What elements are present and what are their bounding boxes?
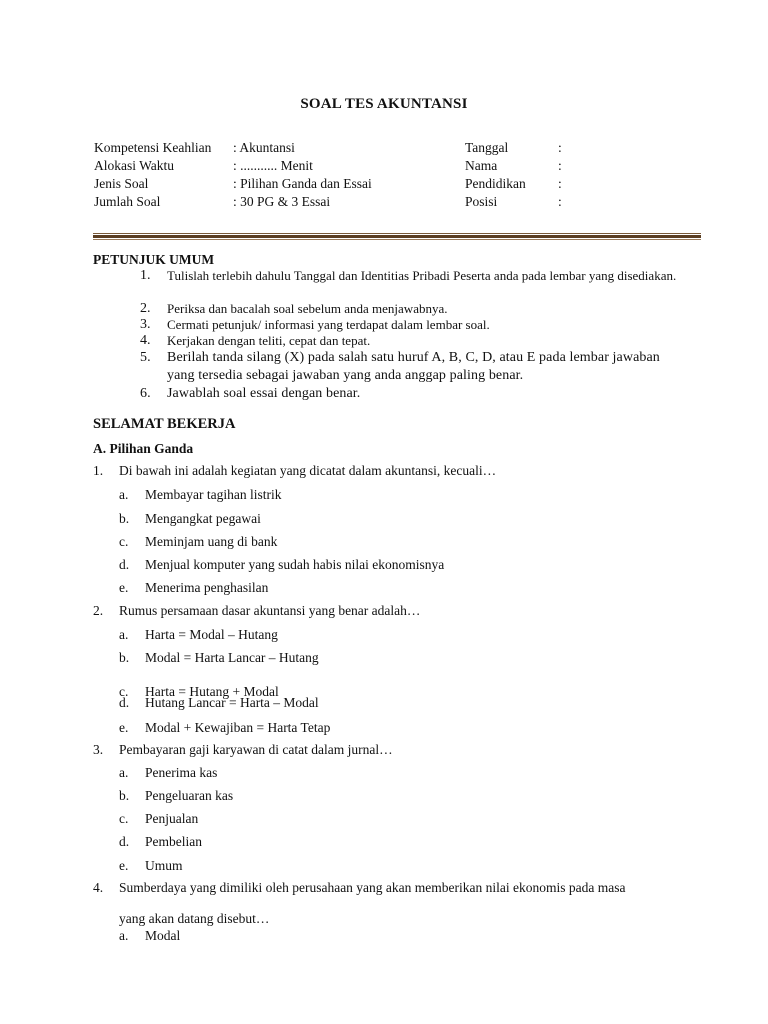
- info-label: Pendidikan: [465, 176, 526, 191]
- info-label: Jumlah Soal: [94, 194, 161, 209]
- option-letter: b.: [119, 788, 130, 803]
- item-number: 2.: [140, 301, 151, 316]
- info-label: Jenis Soal: [94, 176, 149, 191]
- section-a-heading: A. Pilihan Ganda: [93, 441, 194, 456]
- option-letter: e.: [119, 580, 129, 595]
- info-label: Nama: [465, 158, 498, 173]
- info-value: :: [558, 158, 562, 173]
- option-text: Meminjam uang di bank: [145, 534, 278, 549]
- question-text: Sumberdaya yang dimiliki oleh perusahaan yang akan memberikan nilai ekonomis pada masa: [119, 880, 626, 895]
- info-row-alokasi: [94, 157, 474, 175]
- option-letter: e.: [119, 720, 129, 735]
- info-value: :: [558, 176, 562, 191]
- question-4-continuation: yang akan datang disebut…: [119, 911, 270, 926]
- option-text: Modal = Harta Lancar – Hutang: [145, 650, 319, 665]
- option-text: Membayar tagihan listrik: [145, 487, 282, 502]
- info-value: :: [558, 140, 562, 155]
- option-letter: d.: [119, 834, 130, 849]
- option-letter: a.: [119, 765, 129, 780]
- item-number: 1.: [140, 268, 151, 283]
- divider-line: [93, 239, 701, 240]
- question-number: 3.: [93, 742, 104, 757]
- option-text: Mengangkat pegawai: [145, 511, 261, 526]
- info-label: Tanggal: [465, 140, 509, 155]
- option-letter: d.: [119, 557, 130, 572]
- item-text: Jawablah soal essai dengan benar.: [167, 386, 361, 401]
- option-text: Penerima kas: [145, 765, 218, 780]
- petunjuk-item: [140, 349, 680, 385]
- option-letter: a.: [119, 627, 129, 642]
- option-letter: c.: [119, 811, 129, 826]
- question-number: 4.: [93, 880, 104, 895]
- info-row-jumlah: [94, 193, 474, 211]
- item-number: 3.: [140, 317, 151, 332]
- option-text: Pengeluaran kas: [145, 788, 234, 803]
- option-text: Hutang Lancar = Harta – Modal: [145, 695, 319, 710]
- option-letter: e.: [119, 858, 129, 873]
- option-text: Menerima penghasilan: [145, 580, 269, 595]
- option-letter: b.: [119, 650, 130, 665]
- info-row-tanggal: [465, 139, 585, 157]
- info-value: : 30 PG & 3 Essai: [233, 194, 331, 209]
- petunjuk-item: [140, 317, 680, 333]
- option-text: Harta = Modal – Hutang: [145, 627, 278, 642]
- info-right-block: [465, 139, 585, 211]
- option-letter: a.: [119, 487, 129, 502]
- option-letter: b.: [119, 511, 130, 526]
- question-text: Di bawah ini adalah kegiatan yang dicatat dalam akuntansi, kecuali…: [119, 463, 497, 478]
- divider-line: [93, 235, 701, 238]
- question-number: 1.: [93, 463, 104, 478]
- question-text: Pembayaran gaji karyawan di catat dalam jurnal…: [119, 742, 393, 757]
- info-row-nama: [465, 157, 585, 175]
- option-text: Menjual komputer yang sudah habis nilai ekonomisnya: [145, 557, 445, 572]
- info-label: Posisi: [465, 194, 498, 209]
- petunjuk-item: [140, 333, 680, 349]
- info-row-posisi: [465, 193, 585, 211]
- info-label: Kompetensi Keahlian: [94, 140, 212, 155]
- petunjuk-heading: PETUNJUK UMUM: [93, 252, 215, 267]
- info-left-block: [94, 139, 474, 211]
- info-value: : ........... Menit: [233, 158, 313, 173]
- question-text: Rumus persamaan dasar akuntansi yang benar adalah…: [119, 603, 421, 618]
- info-row-kompetensi: [94, 139, 474, 157]
- info-row-pendidikan: [465, 175, 585, 193]
- item-text: Cermati petunjuk/ informasi yang terdapat dalam lembar soal.: [167, 317, 490, 332]
- page-title: SOAL TES AKUNTANSI: [300, 96, 468, 112]
- petunjuk-item: [140, 268, 680, 301]
- option-text: Harta = Hutang + Modal: [145, 684, 279, 699]
- info-row-jenis: [94, 175, 474, 193]
- item-text: Periksa dan bacalah soal sebelum anda menjawabnya.: [167, 301, 448, 316]
- petunjuk-list: [140, 268, 680, 403]
- option-letter: d.: [119, 695, 130, 710]
- option-letter: c.: [119, 534, 129, 549]
- petunjuk-item: [140, 385, 680, 403]
- selamat-bekerja-heading: SELAMAT BEKERJA: [93, 416, 236, 432]
- item-text: Tulislah terlebih dahulu Tanggal dan Identitias Pribadi Peserta anda pada lembar yang disediakan.: [167, 268, 677, 283]
- option-text: Pembelian: [145, 834, 202, 849]
- info-value: : Pilihan Ganda dan Essai: [233, 176, 372, 191]
- item-number: 4.: [140, 333, 151, 348]
- item-number: 5.: [140, 350, 151, 365]
- info-value: :: [558, 194, 562, 209]
- item-text: Kerjakan dengan teliti, cepat dan tepat.: [167, 333, 371, 348]
- item-text: Berilah tanda silang (X) pada salah satu huruf A, B, C, D, atau E pada lembar jawaban yang tersedia sebagai jawaban yang anda anggap paling benar.: [167, 350, 660, 383]
- petunjuk-item: [140, 301, 680, 317]
- option-text: Umum: [145, 858, 183, 873]
- option-letter: c.: [119, 684, 129, 699]
- option-text: Penjualan: [145, 811, 199, 826]
- item-number: 6.: [140, 386, 151, 401]
- option-text: Modal: [145, 928, 181, 943]
- info-value: : Akuntansi: [233, 140, 295, 155]
- question-number: 2.: [93, 603, 104, 618]
- option-letter: a.: [119, 928, 129, 943]
- info-label: Alokasi Waktu: [94, 158, 175, 173]
- option-text: Modal + Kewajiban = Harta Tetap: [145, 720, 331, 735]
- divider-line: [93, 233, 701, 234]
